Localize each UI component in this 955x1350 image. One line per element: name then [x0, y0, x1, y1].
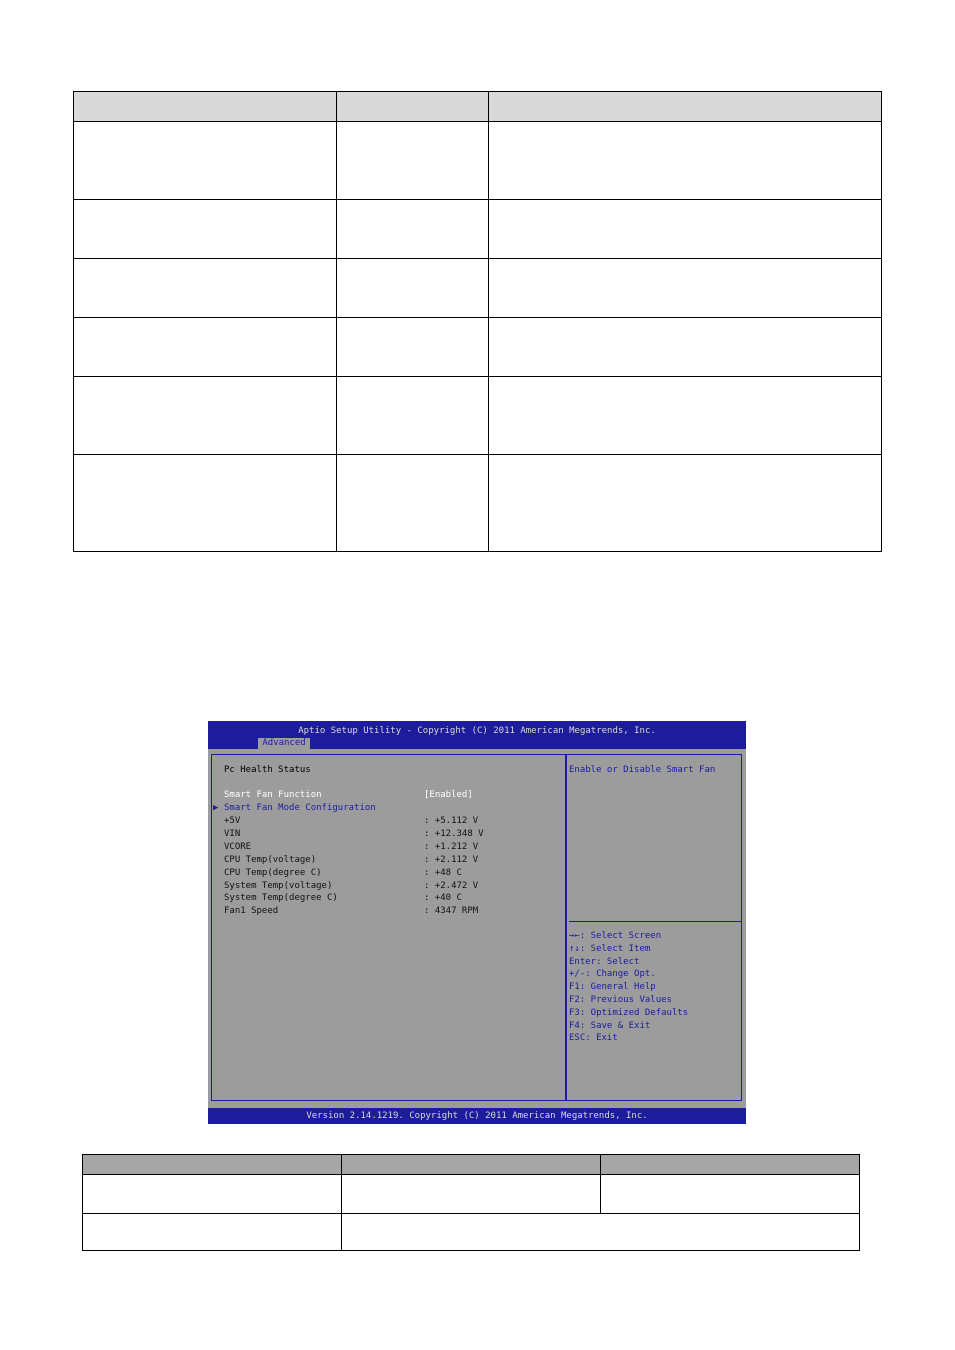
key-hint: ↑↓: Select Item [569, 943, 651, 954]
key-hint: F3: Optimized Defaults [569, 1007, 689, 1018]
option-table-bottom [82, 1154, 860, 1251]
reading-value: : +5.112 V [424, 816, 479, 826]
reading-label: System Temp(degree C) [224, 893, 338, 903]
table-header-cell [337, 92, 489, 122]
table-row [74, 200, 882, 259]
reading-label: System Temp(voltage) [224, 881, 333, 891]
option-label: Smart Fan Function [224, 790, 322, 800]
table-header-row [83, 1155, 860, 1175]
table-header-cell [489, 92, 882, 122]
reading-label: +5V [224, 816, 241, 826]
reading-fan1-speed [224, 905, 564, 918]
tab-advanced[interactable]: Advanced [258, 738, 310, 749]
reading-value: : 4347 RPM [424, 906, 479, 916]
version-text: Version 2.14.1219. Copyright (C) 2011 American Megatrends, Inc. [306, 1111, 648, 1121]
reading-label: VIN [224, 829, 241, 839]
option-value[interactable]: [Enabled] [424, 790, 473, 800]
reading-system-temp-degree [224, 892, 564, 905]
table-header-cell [83, 1155, 342, 1175]
reading-label: VCORE [224, 842, 252, 852]
key-hint: F2: Previous Values [569, 994, 672, 1005]
table-header-cell [342, 1155, 601, 1175]
table-header-row [74, 92, 882, 122]
key-hint: F1: General Help [569, 982, 656, 993]
reading-value: : +40 C [424, 893, 462, 903]
reading-value: : +2.472 V [424, 881, 479, 891]
key-hint: Enter: Select [569, 956, 640, 967]
table-row [74, 377, 882, 455]
bios-setup-screen [208, 721, 746, 1124]
smart-fan-function-option[interactable] [224, 789, 564, 802]
reading-value: : +2.112 V [424, 855, 479, 865]
panel-divider [565, 754, 567, 1101]
reading-vin [224, 828, 564, 841]
help-separator [569, 921, 741, 922]
reading-cpu-temp-voltage [224, 854, 564, 867]
section-heading: Pc Health Status [224, 765, 311, 775]
bios-title: Aptio Setup Utility - Copyright (C) 2011 American Megatrends, Inc. [298, 726, 656, 736]
reading-value: : +48 C [424, 868, 462, 878]
reading-value: : +12.348 V [424, 829, 484, 839]
reading-label: CPU Temp(degree C) [224, 868, 322, 878]
reading-vcore [224, 841, 564, 854]
reading-5v [224, 815, 564, 828]
table-header-cell [74, 92, 337, 122]
table-row [74, 455, 882, 552]
key-hint: →←: Select Screen [569, 931, 662, 941]
table-row [83, 1175, 860, 1214]
submenu-label: Smart Fan Mode Configuration [224, 803, 376, 813]
key-hint: F4: Save & Exit [569, 1020, 651, 1031]
reading-label: CPU Temp(voltage) [224, 855, 317, 865]
table-row [74, 259, 882, 318]
reading-label: Fan1 Speed [224, 906, 279, 916]
table-header-cell [601, 1155, 860, 1175]
table-row [74, 318, 882, 377]
reading-cpu-temp-degree [224, 867, 564, 880]
table-row [83, 1214, 860, 1251]
smart-fan-mode-configuration-submenu[interactable] [213, 802, 564, 815]
option-table-top [73, 91, 882, 552]
help-text: Enable or Disable Smart Fan [569, 765, 716, 775]
key-hint: ESC: Exit [569, 1033, 618, 1044]
key-hint: +/-: Change Opt. [569, 969, 656, 980]
table-row [74, 122, 882, 200]
key-legend [569, 930, 688, 1045]
reading-value: : +1.212 V [424, 842, 479, 852]
submenu-arrow-icon: ▶ [213, 803, 219, 813]
